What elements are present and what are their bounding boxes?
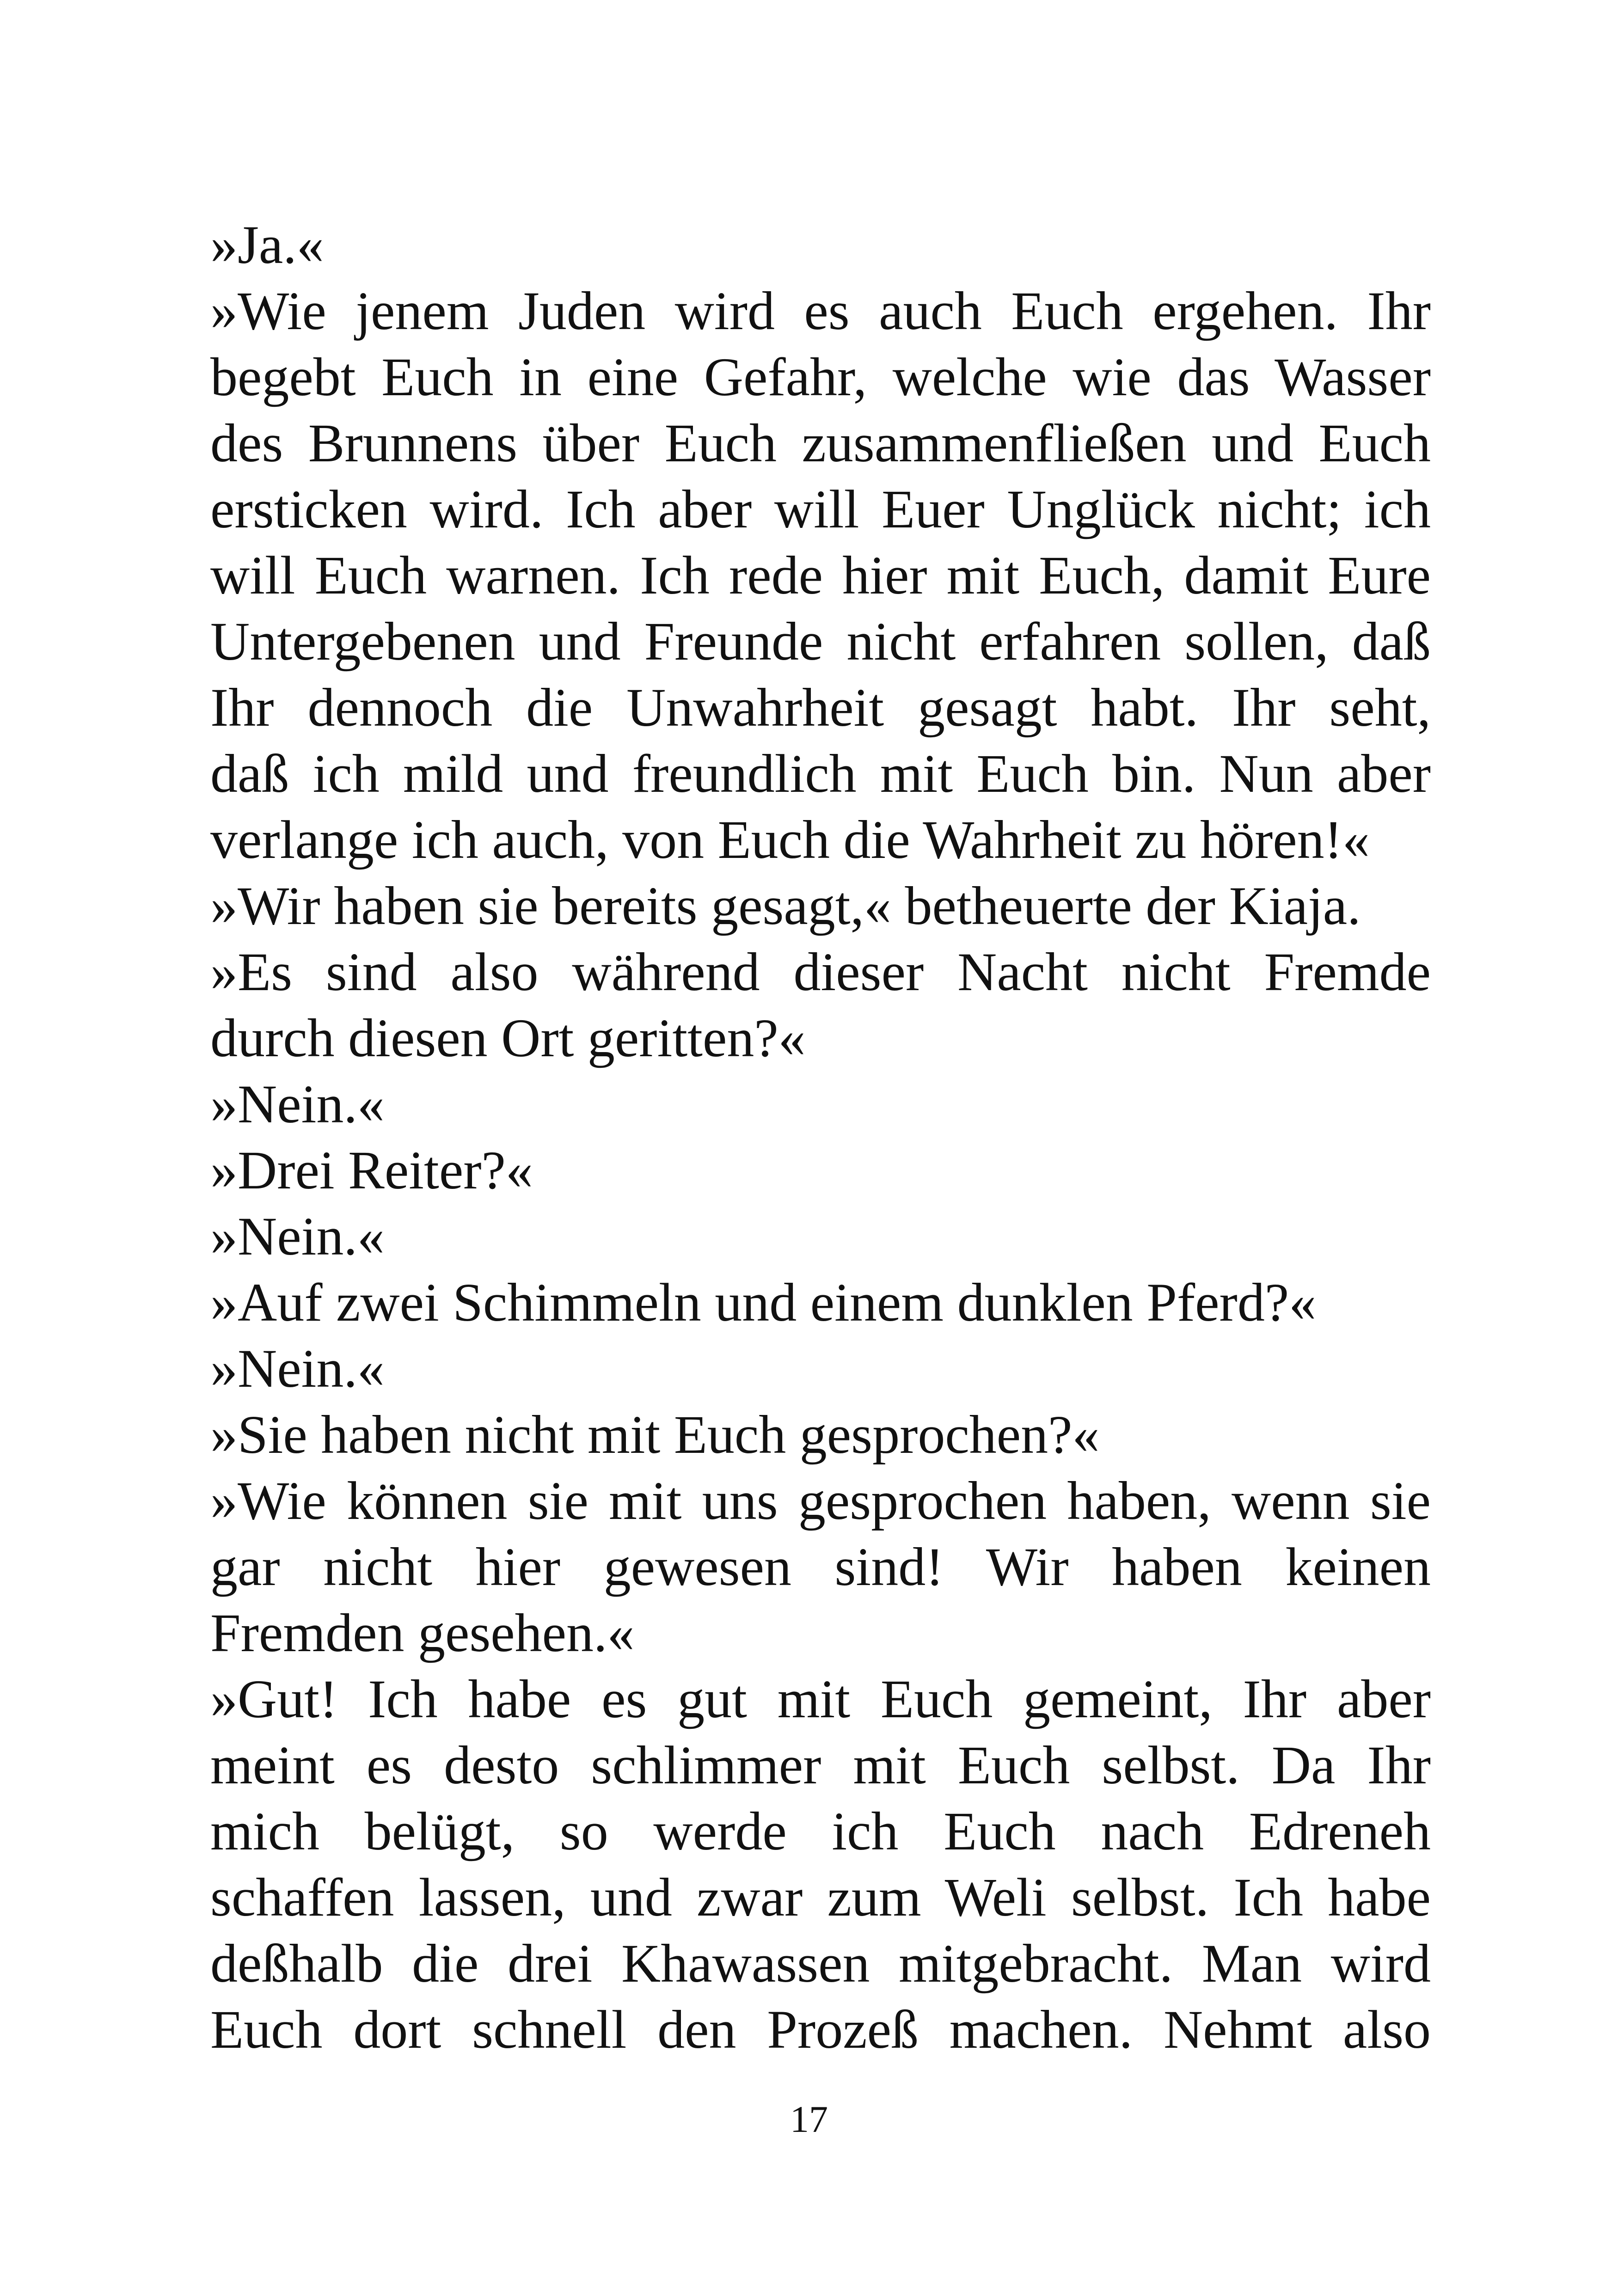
text-line: verlange ich auch, von Euch die Wahrheit zu hören!«: [210, 809, 1370, 870]
text-line: »Wie können sie mit uns gesprochen haben, wenn sie: [210, 1470, 1431, 1531]
text-line: »Es sind also während dieser Nacht nicht Fremde: [210, 942, 1431, 1002]
text-line: Fremden gesehen.«: [210, 1603, 635, 1663]
text-line: durch diesen Ort geritten?«: [210, 1008, 806, 1068]
text-line: »Auf zwei Schimmeln und einem dunklen Pferd?«: [210, 1272, 1317, 1333]
text-line: »Wir haben sie bereits gesagt,« betheuerte der Kiaja.: [210, 876, 1361, 936]
text-line: »Sie haben nicht mit Euch gesprochen?«: [210, 1404, 1100, 1465]
body-text: [210, 212, 1431, 2063]
text-line: Euch dort schnell den Prozeß machen. Nehmt also: [210, 1999, 1431, 2060]
text-line: will Euch warnen. Ich rede hier mit Euch, damit Eure: [210, 545, 1431, 606]
text-line: »Gut! Ich habe es gut mit Euch gemeint, Ihr aber: [210, 1669, 1431, 1729]
text-line: Ihr dennoch die Unwahrheit gesagt habt. Ihr seht,: [210, 677, 1431, 738]
text-line: meint es desto schlimmer mit Euch selbst. Da Ihr: [210, 1735, 1431, 1795]
text-line: ersticken wird. Ich aber will Euer Unglück nicht; ich: [210, 479, 1431, 539]
text-line: »Wie jenem Juden wird es auch Euch ergehen. Ihr: [210, 281, 1431, 341]
text-line: daß ich mild und freundlich mit Euch bin. Nun aber: [210, 743, 1431, 804]
text-line: gar nicht hier gewesen sind! Wir haben keinen: [210, 1537, 1431, 1597]
text-line: des Brunnens über Euch zusammenfließen und Euch: [210, 413, 1431, 473]
text-line: »Nein.«: [210, 1206, 385, 1267]
text-line: »Nein.«: [210, 1074, 385, 1134]
text-line: »Ja.«: [210, 214, 324, 275]
text-line: mich belügt, so werde ich Euch nach Edreneh: [210, 1801, 1431, 1861]
text-line: deßhalb die drei Khawassen mitgebracht. Man wird: [210, 1933, 1431, 1994]
text-line: begebt Euch in eine Gefahr, welche wie das Wasser: [210, 347, 1431, 407]
text-line: Untergebenen und Freunde nicht erfahren sollen, daß: [210, 611, 1431, 672]
text-line: »Drei Reiter?«: [210, 1140, 533, 1200]
page-number: 17: [790, 2098, 828, 2140]
text-line: »Nein.«: [210, 1338, 385, 1399]
text-line: schaffen lassen, und zwar zum Weli selbst. Ich habe: [210, 1867, 1431, 1928]
